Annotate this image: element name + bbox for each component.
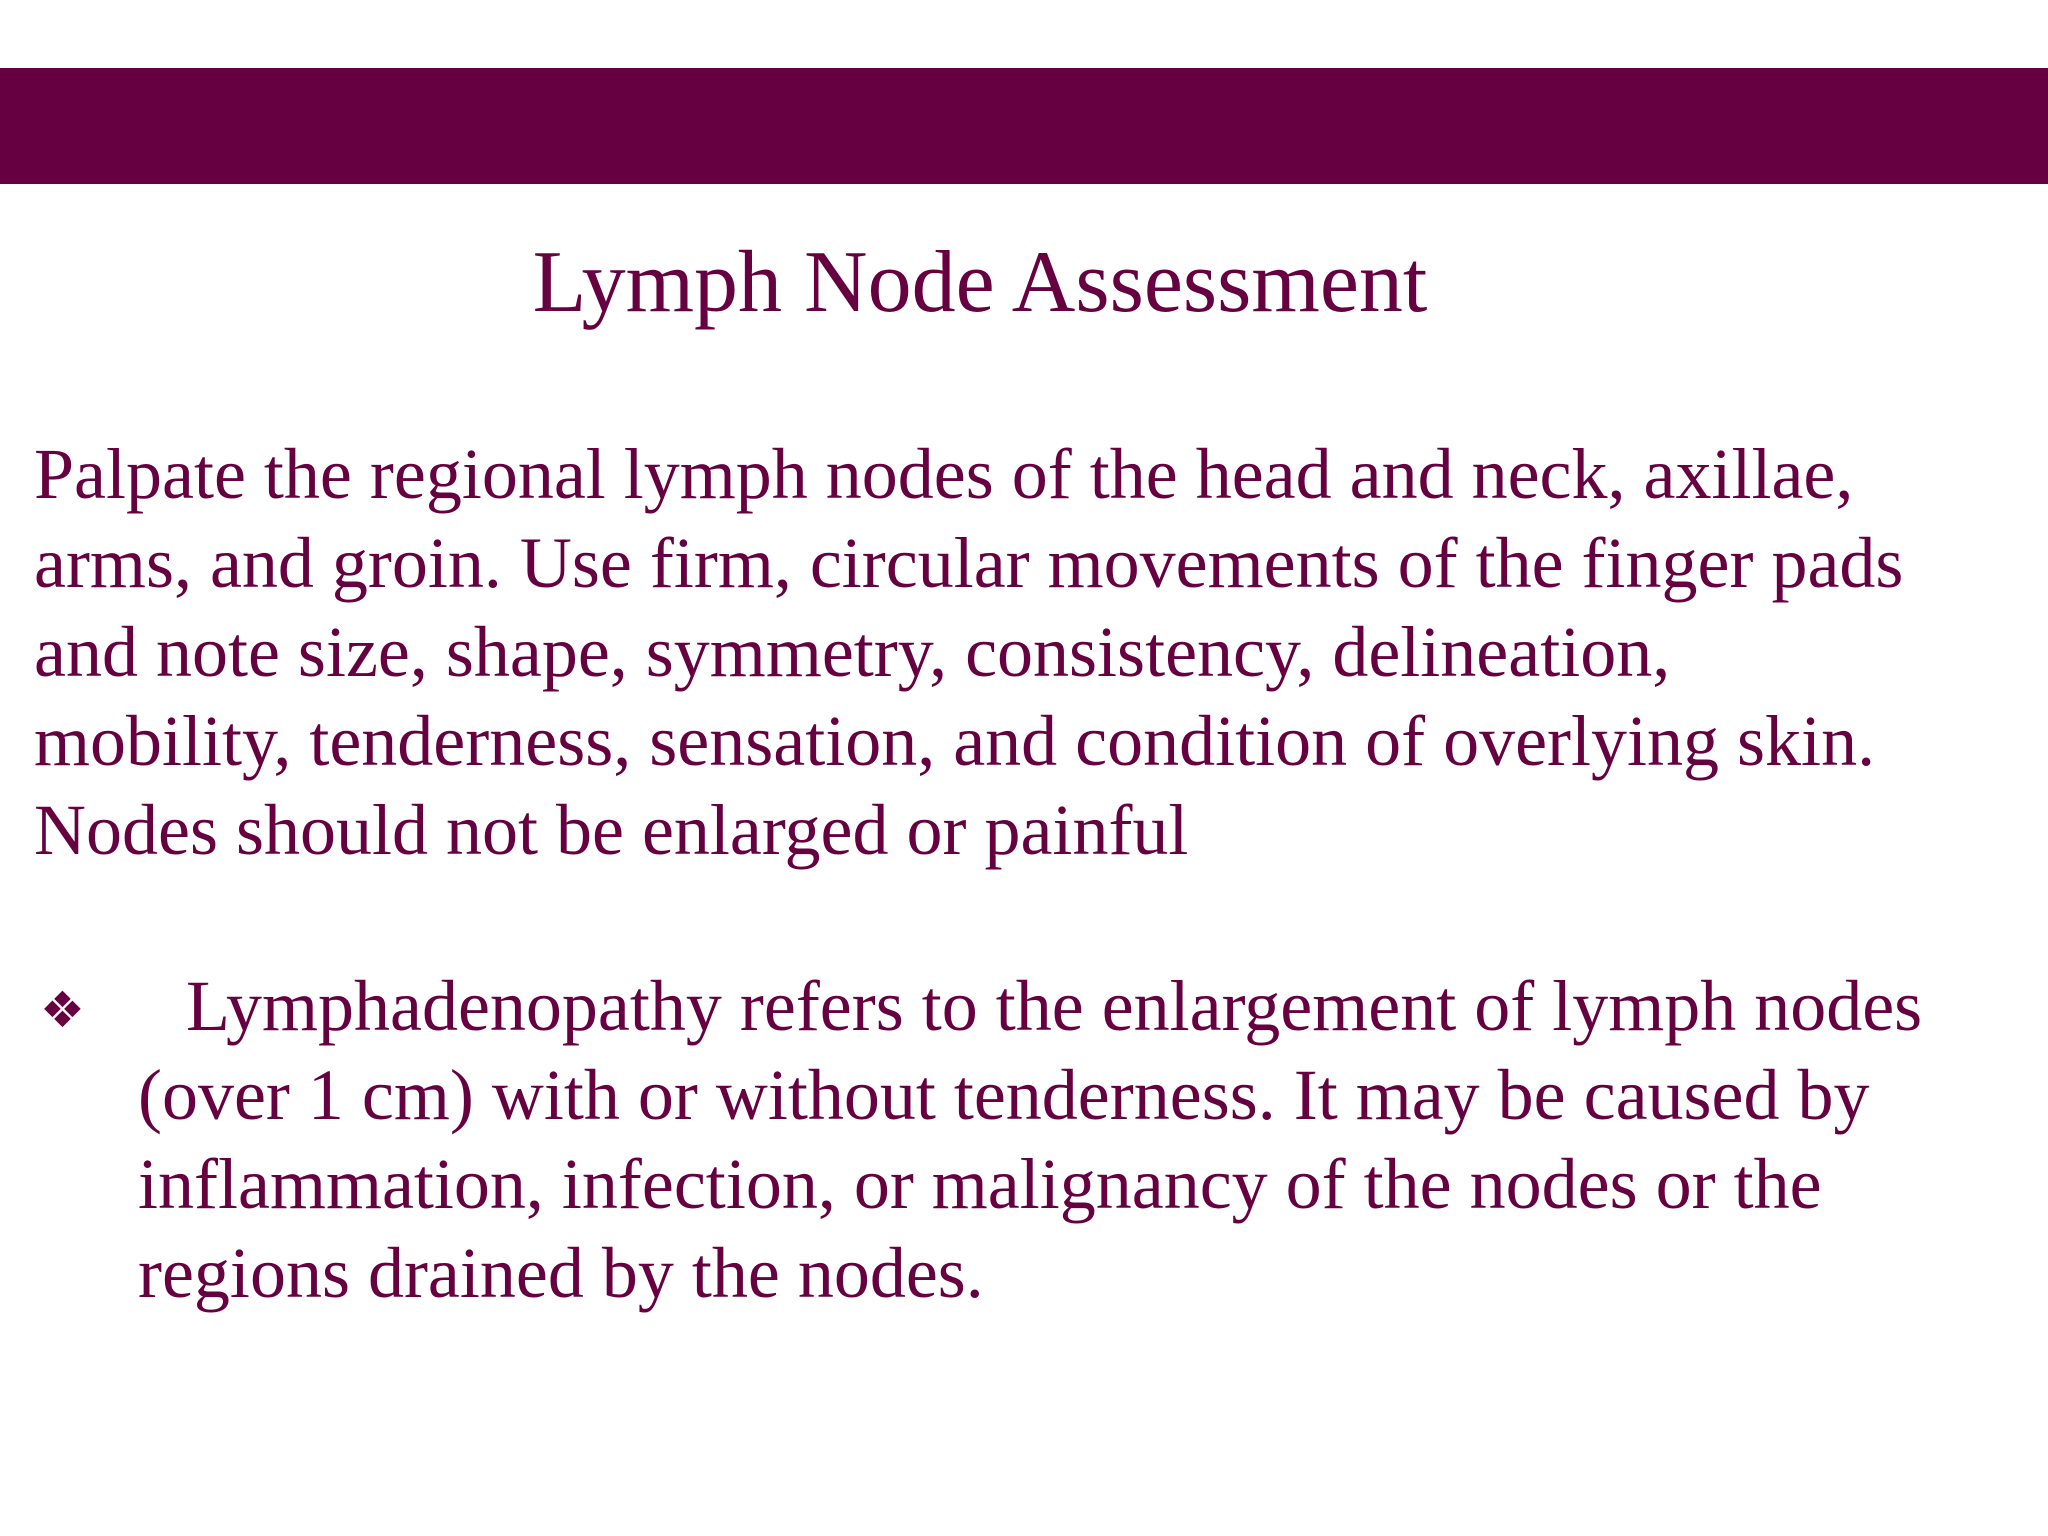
bullet-line: inflammation, infection, or malignancy of the nodes or the (138, 1144, 1822, 1224)
body-paragraph (34, 430, 2024, 875)
paragraph-line: mobility, tenderness, sensation, and condition of overlying skin. (34, 701, 1876, 781)
paragraph-line: arms, and groin. Use firm, circular movements of the finger pads (34, 523, 1904, 603)
paragraph-line: Palpate the regional lymph nodes of the head and neck, axillae, (34, 434, 1854, 514)
slide-title: Lymph Node Assessment (532, 234, 1428, 331)
bullet-line: regions drained by the nodes. (138, 1233, 984, 1313)
header-band (0, 68, 2048, 184)
bullet-text (138, 962, 2028, 1318)
paragraph-line: and note size, shape, symmetry, consistency, delineation, (34, 612, 1671, 692)
bullet-line: (over 1 cm) with or without tenderness. It may be caused by (138, 1055, 1870, 1135)
paragraph-line: Nodes should not be enlarged or painful (34, 790, 1189, 870)
bullet-line: Lymphadenopathy refers to the enlargement of lymph nodes (186, 966, 1923, 1046)
diamond-quad-bullet-icon: ❖ (40, 981, 85, 1039)
